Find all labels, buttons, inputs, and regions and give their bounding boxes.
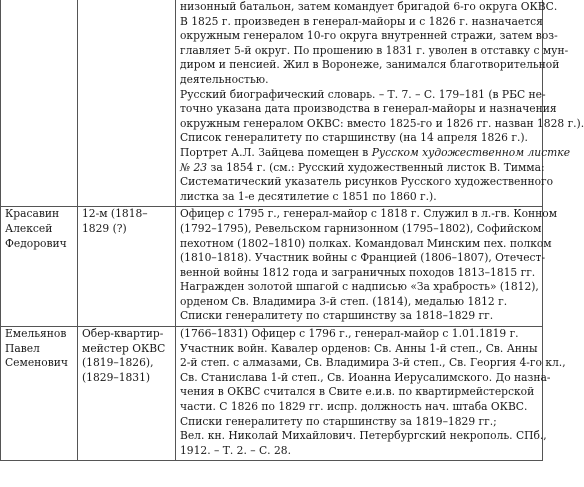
bio-line: главляет 5-й округ. По прошению в 1831 г. уволен в отставку с мун- (180, 43, 569, 57)
source-line: окружным генералом ОКВС: вместо 1825-го и 1826 гг. назван 1828 г.). (180, 116, 584, 130)
bio-line: орденом Св. Владимира 3-й степ. (1814), медалью 1812 г. (180, 294, 508, 308)
name-cell (1, 0, 78, 207)
name-line: Красавин (5, 207, 60, 221)
bio-line: диром и пенсией. Жил в Воронеже, занимался благотворительной (180, 58, 560, 72)
table-row-zaitsev-continued (1, 0, 543, 207)
rank-cell (78, 327, 176, 461)
rank-line: (1829–1831) (82, 370, 151, 384)
bio-line: пехотном (1802–1810) полках. Командовал Минским пех. полком (180, 236, 552, 250)
rank-line: Обер-квартир- (82, 327, 164, 341)
bio-line: венной войны 1812 года и заграничных походов 1813–1815 гг. (180, 265, 536, 279)
italic-title: Русском художественном листке (371, 145, 571, 159)
source-line: Русский биографический словарь. – Т. 7. – С. 179–181 (в РБС не- (180, 87, 546, 101)
source-line (180, 145, 571, 161)
source-line: Систематический указатель рисунков Русского художественного (180, 175, 554, 189)
biography-cell (176, 207, 558, 327)
biography-cell (176, 0, 584, 207)
rank-cell (78, 0, 176, 207)
bio-line: 2-й степ. с алмазами, Св. Владимира 3-й степ., Св. Георгия 4-го кл., (180, 356, 566, 370)
biography-cell (176, 327, 566, 461)
bio-line: деятельностью. (180, 72, 269, 86)
name-line: Семенович (5, 356, 68, 370)
bio-line: Участник войн. Кавалер орденов: Св. Анны 1-й степ., Св. Анны (180, 341, 538, 355)
rank-cell (78, 207, 176, 327)
rank-line: (1819–1826), (82, 356, 154, 370)
source-line (180, 160, 545, 176)
bio-line: Награжден золотой шпагой с надписью «За храбрость» (1812), (180, 280, 539, 294)
bio-line: (1792–1795), Ревельском гарнизонном (1795–1802), Софийском (180, 221, 542, 235)
source-line: 1912. – Т. 2. – С. 28. (180, 443, 291, 457)
source-line: Вел. кн. Николай Михайлович. Петербургский некрополь. СПб., (180, 429, 547, 443)
name-line: Алексей (5, 221, 53, 235)
name-cell (1, 207, 78, 327)
bio-line: (1810–1818). Участник войны с Францией (1806–1807), Отечест- (180, 251, 546, 265)
bio-line: В 1825 г. произведен в генерал-майоры и с 1826 г. назначается (180, 14, 543, 28)
bio-line: Св. Станислава 1-й степ., Св. Иоанна Иерусалимского. До назна- (180, 370, 551, 384)
source-line: Список генералитету по старшинству (на 14 апреля 1826 г.). (180, 131, 528, 145)
rank-line: мейстер ОКВС (82, 341, 166, 355)
name-line: Павел (5, 341, 40, 355)
name-cell (1, 327, 78, 461)
text-run: за 1854 г. (см.: Русский художественный листок В. Тимма: (207, 160, 545, 174)
bio-line: окружным генералом 10-го округа внутренней стражи, затем воз- (180, 29, 558, 43)
source-line: листка за 1-е десятилетие с 1851 по 1860 г.). (180, 189, 437, 203)
bio-line: Офицер с 1795 г., генерал-майор с 1818 г. Служил в л.-гв. Конном (180, 207, 558, 221)
source-line: Списки генералитету по старшинству за 1818–1829 гг. (180, 309, 494, 323)
bio-line: чения в ОКВС считался в Свите е.и.в. по квартирмейстерской (180, 385, 535, 399)
rank-line: 12-м (1818– (82, 207, 148, 221)
bio-line: низонный батальон, затем командует бригадой 6-го округа ОКВС. (180, 0, 558, 13)
bio-line: части. С 1826 по 1829 гг. испр. должность нач. штаба ОКВС. (180, 400, 528, 414)
table-row-emelyanov (1, 327, 543, 461)
source-line: точно указана дата производства в генерал-майоры и назначения (180, 102, 557, 116)
bio-line: (1766–1831) Офицер с 1796 г., генерал-майор с 1.01.1819 г. (180, 327, 519, 341)
italic-title: № 23 (180, 160, 208, 174)
rank-line: 1829 (?) (82, 221, 127, 235)
source-line: Списки генералитету по старшинству за 1819–1829 гг.; (180, 414, 497, 428)
text-run: Портрет А.Л. Зайцева помещен в (180, 145, 372, 159)
name-line: Емельянов (5, 327, 67, 341)
name-line: Федорович (5, 236, 67, 250)
table-row-krasavin (1, 207, 543, 327)
